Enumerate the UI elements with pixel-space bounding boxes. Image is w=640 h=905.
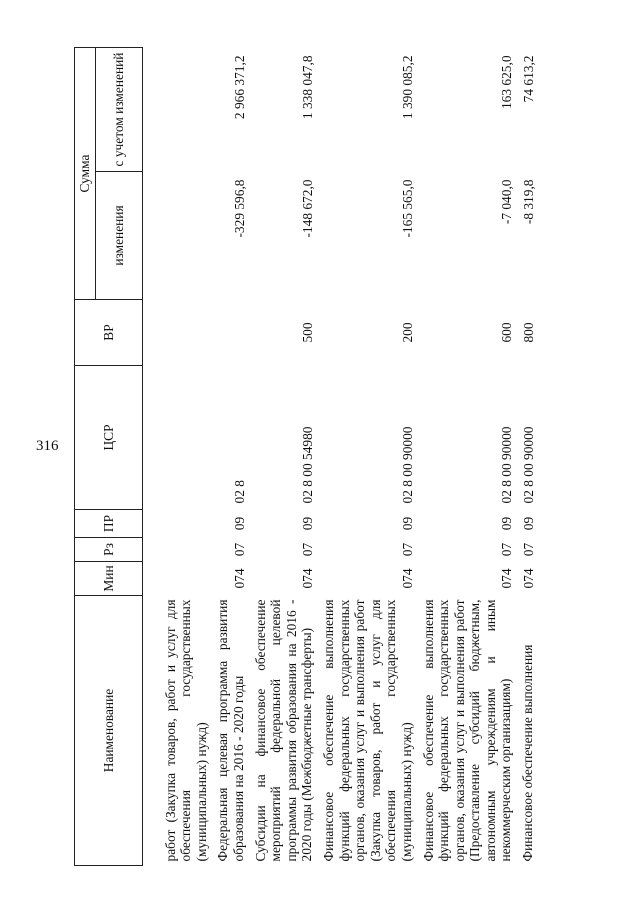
row-izmeneniya: -165 565,0	[399, 179, 415, 238]
budget-table	[74, 47, 539, 866]
row-pr: 09	[399, 516, 415, 531]
row-s-uchetom: 1 338 047,8	[300, 55, 316, 120]
row-csr: 02 8 00 54980	[300, 426, 316, 504]
header-pr: ПР	[75, 510, 143, 538]
row-vr	[212, 300, 249, 366]
row-vr: 800	[521, 322, 537, 343]
row-pr: 09	[521, 516, 537, 531]
rotated-table-container	[74, 48, 630, 866]
row-name: Финансовое обеспечение выполнения функций федеральных государственных органов, оказания услуг и выполнения работ (Предоставление субсидий бюджетным, автономным учреждениям и иным некоммерческим организациям)	[420, 599, 514, 862]
row-rz: 07	[521, 542, 537, 557]
row-rz	[160, 538, 213, 562]
row-min: 074	[499, 568, 515, 589]
row-name: Федеральная целевая программа развития образования на 2016 - 2020 годы	[215, 599, 246, 862]
row-s-uchetom: 163 625,0	[499, 55, 515, 110]
row-pr: 09	[300, 516, 316, 531]
row-csr: 02 8 00 90000	[521, 426, 537, 504]
row-rz: 07	[499, 542, 515, 557]
row-izmeneniya: -329 596,8	[231, 179, 247, 238]
table-row	[318, 47, 418, 865]
table-row	[212, 47, 249, 865]
table-row	[517, 47, 539, 865]
row-csr: 02 8 00 90000	[399, 426, 415, 504]
row-s-uchetom: 74 613,2	[521, 55, 537, 103]
row-min: 074	[300, 568, 316, 589]
row-csr: 02 8	[231, 480, 247, 504]
row-csr	[160, 366, 213, 510]
header-s-uchetom-izmeneniy: с учетом изменений	[95, 47, 142, 171]
row-pr: 09	[499, 516, 515, 531]
row-name: Финансовое обеспечение выполнения	[520, 644, 536, 862]
header-summa: Сумма	[75, 47, 96, 299]
row-izmeneniya	[160, 172, 213, 300]
row-rz: 07	[231, 542, 247, 557]
row-name: Финансовое обеспечение выполнения функций федеральных государственных органов, оказания услуг и выполнения работ (Закупка товаров, работ и услуг для обеспечения государственных (муниципальных) нужд)	[320, 599, 414, 862]
row-rz: 07	[300, 542, 316, 557]
page-number: 316	[36, 438, 59, 454]
row-min: 074	[231, 568, 247, 589]
row-pr	[160, 510, 213, 538]
row-vr: 200	[399, 322, 415, 343]
header-izmeneniya: изменения	[95, 172, 142, 300]
row-izmeneniya: -8 319,8	[521, 179, 537, 225]
row-izmeneniya: -7 040,0	[499, 179, 515, 225]
table-body	[142, 47, 539, 865]
table-row	[160, 47, 213, 865]
row-min	[160, 562, 213, 596]
row-izmeneniya: -148 672,0	[300, 179, 316, 238]
table-row	[250, 47, 318, 865]
table-row	[418, 47, 518, 865]
header-name: Наименование	[75, 596, 143, 866]
row-s-uchetom	[160, 47, 213, 171]
row-min: 074	[399, 568, 415, 589]
row-vr	[160, 300, 213, 366]
row-min: 074	[521, 568, 537, 589]
row-name: Субсидии на финансовое обеспечение мероприятий федеральной целевой программы развития образования на 2016 - 2020 годы (Межбюджетные трансферты)	[252, 599, 315, 862]
row-vr: 500	[300, 322, 316, 343]
row-pr: 09	[231, 516, 247, 531]
row-csr: 02 8 00 90000	[499, 426, 515, 504]
row-rz: 07	[399, 542, 415, 557]
row-vr: 600	[499, 322, 515, 343]
header-vr: ВР	[75, 300, 143, 366]
row-name: работ (Закупка товаров, работ и услуг для обеспечения государственных (муниципальных) нужд)	[162, 599, 209, 862]
row-s-uchetom: 2 966 371,2	[231, 55, 247, 120]
table-header	[75, 47, 143, 865]
header-gap-row	[142, 47, 160, 865]
header-rz: Рз	[75, 538, 143, 562]
header-min: Мин	[75, 562, 143, 596]
row-s-uchetom: 1 390 085,2	[399, 55, 415, 120]
header-csr: ЦСР	[75, 366, 143, 510]
